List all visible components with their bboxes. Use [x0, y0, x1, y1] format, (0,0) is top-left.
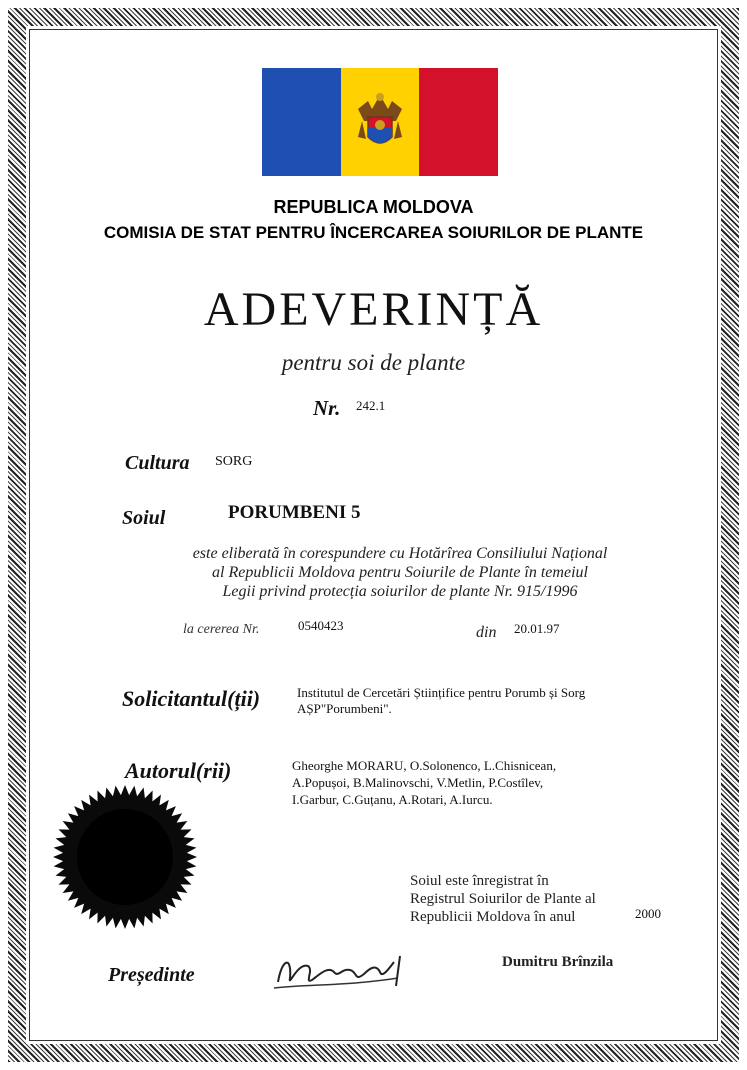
number-value: 242.1 — [356, 398, 386, 413]
country-name: REPUBLICA MOLDOVA — [273, 197, 474, 217]
signature-icon — [268, 948, 418, 996]
legal-statement — [140, 544, 660, 601]
document-title: ADEVERINȚĂ — [203, 283, 544, 336]
document-subtitle: pentru soi de plante — [281, 350, 466, 375]
authors-line: Gheorghe MORARU, O.Solonenco, L.Chisnicean, — [292, 758, 557, 773]
request-number-label: la cererea Nr. — [183, 622, 260, 637]
flag-yellow-band — [341, 68, 420, 176]
cultura-label: Cultura — [125, 452, 190, 474]
request-date-label: din — [476, 624, 497, 641]
registry-year: 2000 — [635, 906, 661, 921]
soiul-label: Soiul — [122, 507, 166, 529]
request-date-value: 20.01.97 — [514, 621, 560, 636]
registry-statement — [410, 872, 596, 926]
authors-line: I.Garbur, C.Guțanu, A.Rotari, A.Iurcu. — [292, 792, 493, 807]
applicant-label: Solicitantul(ții) — [122, 686, 261, 711]
authors-value — [292, 757, 652, 808]
statement-line: Legii privind protecția soiurilor de plante Nr. 915/1996 — [222, 583, 578, 600]
commission-name: COMISIA DE STAT PENTRU ÎNCERCAREA SOIURILOR DE PLANTE — [103, 223, 644, 242]
request-number-value: 0540423 — [298, 618, 344, 633]
authors-line: A.Popușoi, B.Malinovschi, V.Metlin, P.Costîlev, — [292, 775, 544, 790]
statement-line: al Republicii Moldova pentru Soiurile de Plante în temeiul — [212, 564, 588, 581]
cultura-value: SORG — [215, 454, 253, 469]
coat-of-arms-icon — [352, 87, 408, 157]
flag-blue-band — [262, 68, 341, 176]
statement-line: este eliberată în corespundere cu Hotărîrea Consiliului Național — [192, 545, 608, 562]
registry-line: Registrul Soiurilor de Plante al — [410, 891, 596, 907]
president-label: Președinte — [108, 964, 195, 986]
official-seal-icon — [50, 782, 200, 932]
registry-line: Republicii Moldova în anul — [410, 909, 576, 925]
applicant-value — [297, 685, 677, 717]
authors-label: Autorul(rii) — [125, 758, 232, 783]
soiul-value: PORUMBENI 5 — [228, 502, 361, 523]
flag-red-band — [419, 68, 498, 176]
president-name: Dumitru Brînzila — [502, 954, 614, 970]
applicant-line: AȘP"Porumbeni". — [297, 701, 392, 716]
registry-line: Soiul este înregistrat în — [410, 873, 549, 889]
moldova-flag — [262, 68, 498, 176]
applicant-line: Institutul de Cercetări Științifice pentru Porumb și Sorg — [297, 685, 586, 700]
number-label: Nr. — [313, 396, 341, 420]
